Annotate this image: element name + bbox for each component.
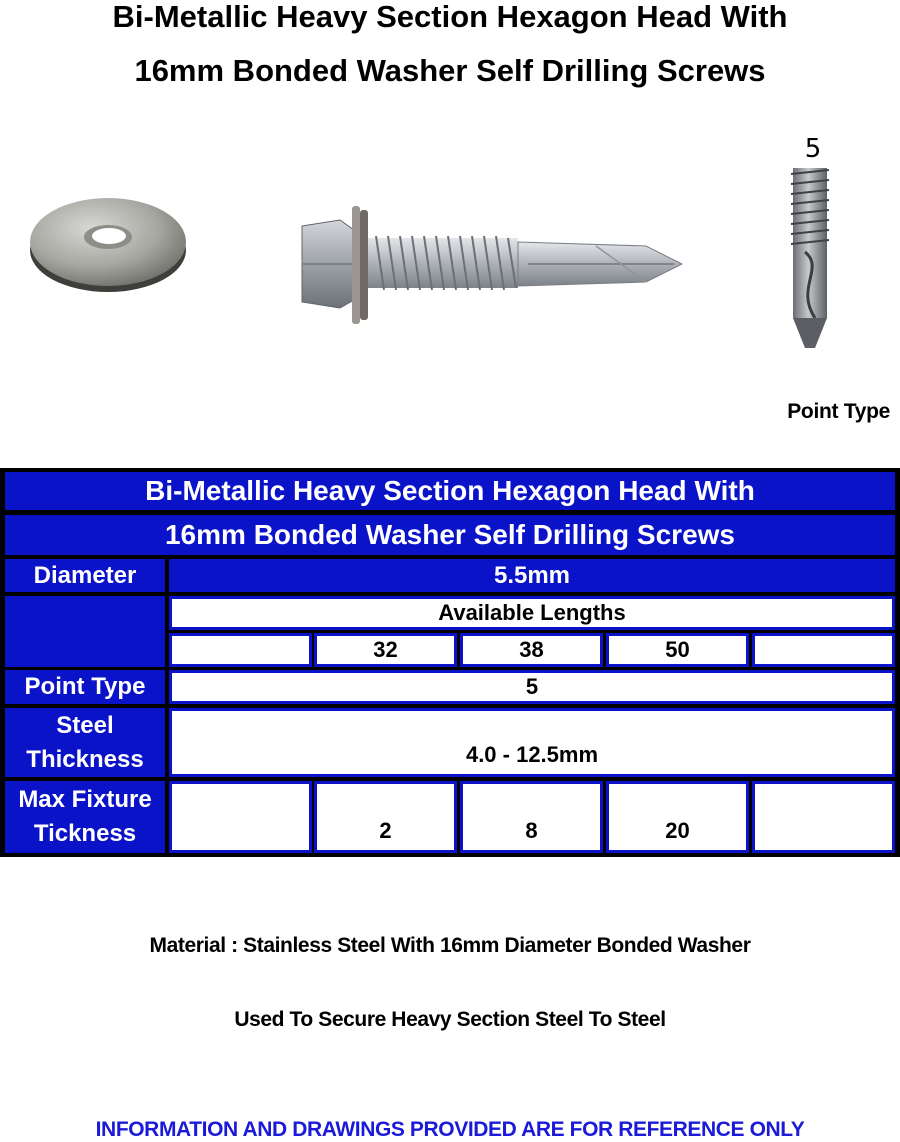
drill-point-image (785, 168, 835, 352)
max-fixture-cell (752, 781, 895, 853)
lengths-label-cell (5, 596, 165, 667)
point-type-caption: Point Type (787, 400, 890, 423)
max-fixture-cell: 2 (314, 781, 457, 853)
point-type-value: 5 (169, 670, 895, 704)
diameter-value: 5.5mm (169, 559, 895, 592)
disclaimer-note: INFORMATION AND DRAWINGS PROVIDED ARE FOR REFERENCE ONLY (95, 1118, 805, 1141)
max-fixture-cell (169, 781, 312, 853)
point-type-number: 5 (804, 134, 822, 164)
max-fixture-label: Max Fixture Tickness (5, 781, 165, 853)
max-fixture-cell: 8 (460, 781, 603, 853)
bonded-washer-image (28, 190, 190, 294)
table-header-line-2: 16mm Bonded Washer Self Drilling Screws (5, 515, 895, 555)
length-cell: 32 (314, 633, 457, 667)
max-fixture-cell: 20 (606, 781, 749, 853)
table-header-line-1: Bi-Metallic Heavy Section Hexagon Head With (5, 472, 895, 510)
spec-table (0, 468, 900, 857)
length-cell (752, 633, 895, 667)
hex-head-screw-image (296, 190, 688, 350)
point-type-label: Point Type (5, 670, 165, 704)
length-cell: 50 (606, 633, 749, 667)
page-title-line-1: Bi-Metallic Heavy Section Hexagon Head With (112, 0, 788, 34)
length-cell (169, 633, 312, 667)
available-lengths-label: Available Lengths (169, 596, 895, 630)
usage-note: Used To Secure Heavy Section Steel To Steel (234, 1008, 666, 1031)
material-note: Material : Stainless Steel With 16mm Diameter Bonded Washer (149, 934, 751, 957)
steel-thickness-label: Steel Thickness (5, 708, 165, 777)
length-cell: 38 (460, 633, 603, 667)
page-title-line-2: 16mm Bonded Washer Self Drilling Screws (134, 53, 766, 88)
diameter-label: Diameter (5, 559, 165, 592)
steel-thickness-value: 4.0 - 12.5mm (169, 708, 895, 777)
